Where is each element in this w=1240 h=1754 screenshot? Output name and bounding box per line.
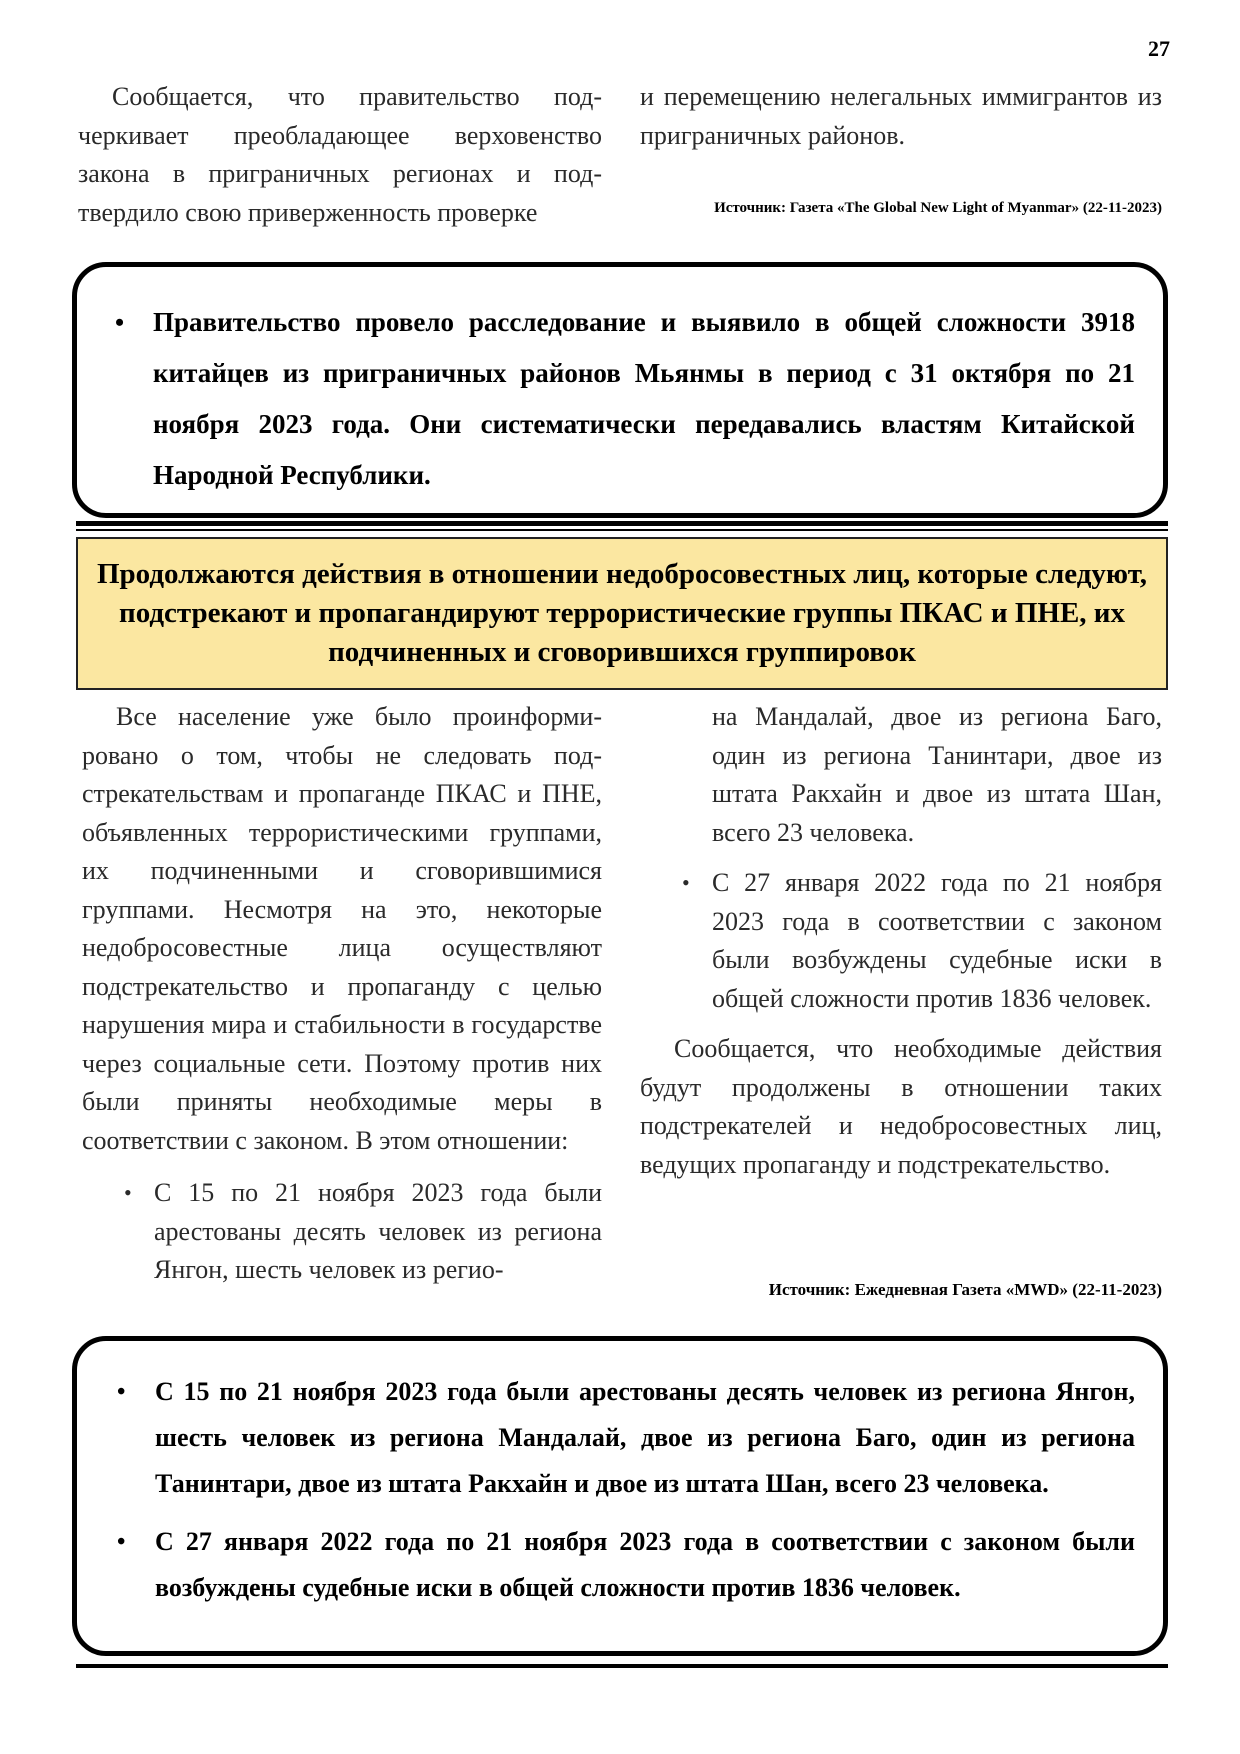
article-left-bullet-list — [82, 1174, 602, 1290]
section-divider-thick — [76, 521, 1168, 526]
top-right-column — [640, 78, 1162, 155]
highlight-box-list — [99, 297, 1135, 501]
bottom-divider — [76, 1664, 1168, 1668]
article-left-paragraph: Все население уже было проинформировано о том, чтобы не следовать подстрекательствам и пропаганде ПКАС и ПНЕ, объявленных террористическими группами, их подчиненными и сговорившимися группами. Несмотря на это, некоторые недобросовестные лица осуществляют подстрекательство и пропаганду с целью нарушения мира и стабильности в государстве через социальные сети. Поэтому против них были приняты необходимые меры в соответствии с законом. В этом отношении: — [82, 702, 602, 1155]
article-left-column — [82, 698, 602, 1290]
top-source-citation: Источник: Газета «The Global New Light of Myanmar» (22-11-2023) — [714, 200, 1162, 216]
article-right-paragraph: Сообщается, что необходимые действия будут продолжены в отношении таких подстрекателей и недобросовестных лиц, ведущих пропаганду и подстрекательство. — [640, 1034, 1162, 1179]
article-right-bullet: • С 27 января 2022 года по 21 ноября 2023 года в соответствии с законом были возбуждены судебные иски в общей сложности против 1836 человек. — [640, 864, 1162, 1018]
section-divider-thin — [76, 529, 1168, 531]
highlight-box-item: • С 15 по 21 ноября 2023 года были арестованы десять человек из региона Янгон, шесть человек из региона Мандалай, двое из региона Баго, один из региона Танинтари, двое из штата Ракхайн и двое из штата Шан, всего 23 человека. — [99, 1369, 1135, 1507]
top-left-paragraph: Сообщается, что правительство подчеркивает преобладающее верховенство закона в приграничных регионах и подтвердило свою приверженность проверке — [78, 82, 602, 227]
highlight-box-investigation — [72, 262, 1168, 518]
highlight-box-arrests — [72, 1336, 1168, 1656]
article-right-column — [640, 698, 1162, 1184]
article-right-continuation: на Мандалай, двое из региона Баго, один из региона Танинтари, двое из штата Ракхайн и двое из штата Шан, всего 23 человека. — [712, 702, 1162, 847]
article-left-bullet: • С 15 по 21 ноября 2023 года были арестованы десять человек из региона Янгон, шесть человек из регио- — [82, 1174, 602, 1290]
highlight-box-list — [99, 1369, 1135, 1611]
top-left-column — [78, 78, 602, 232]
page-number: 27 — [1148, 36, 1170, 61]
article-headline: Продолжаются действия в отношении недобросовестных лиц, которые следуют, подстрекают и пропагандируют террористические группы ПКАС и ПНЕ, их подчиненных и сговорившихся группировок — [76, 537, 1168, 690]
article-right-bullet-list — [640, 864, 1162, 1018]
top-right-paragraph: и перемещению нелегальных иммигрантов из приграничных районов. — [640, 82, 1162, 150]
article-source-citation: Источник: Ежедневная Газета «MWD» (22-11-2023) — [768, 1280, 1162, 1299]
highlight-box-item: • Правительство провело расследование и выявило в общей сложности 3918 китайцев из приграничных районов Мьянмы в период с 31 октября по 21 ноября 2023 года. Они систематически передавались властям Китайской Народной Республики. — [99, 297, 1135, 501]
highlight-box-item: • С 27 января 2022 года по 21 ноября 2023 года в соответствии с законом были возбуждены судебные иски в общей сложности против 1836 человек. — [99, 1519, 1135, 1611]
